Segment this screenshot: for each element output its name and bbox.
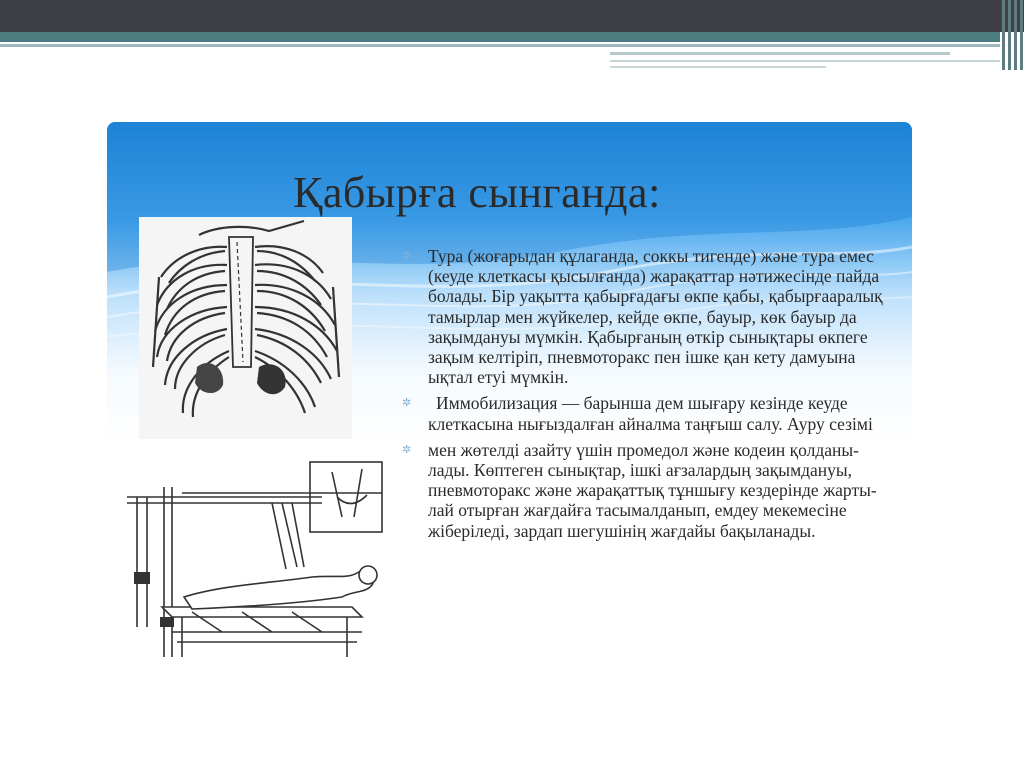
vertical-stripes xyxy=(1002,0,1024,70)
slide-title: Қабырға сынганда: xyxy=(293,168,661,217)
top-divider-line xyxy=(610,52,950,55)
star-bullet-icon: ✲ xyxy=(402,397,412,410)
top-dark-bar xyxy=(0,0,1024,32)
bullet-item xyxy=(400,393,896,433)
bullet-item xyxy=(400,246,896,387)
traction-apparatus-illustration xyxy=(122,457,392,662)
bullet-text: Иммобилизация — барынша дем шығару кезінде кеуде клеткасына нығыздалған айналма таңғыш салу. Ауру сезімі xyxy=(428,393,873,434)
bullet-item xyxy=(400,440,896,541)
top-teal-bar xyxy=(0,32,1000,42)
bullet-text: Тура (жоғарыдан құлаганда, соккы тигенде) және тура емес (кеуде клеткасы қысылғанда) жарақаттар нәтижесінде пайда болады. Бір уақытта қабырғадағы өкпе қабы, қабырғааралық тамырлар мен жүйкелер, кейде өкпе, бауыр, көк бауыр да зақымдануы мүмкін. Қабырғаның өткір сынықтары өкпеге зақым келтіріп, пневмоторакс пен ішке қан кету дамуына ықтал етуі мүмкін. xyxy=(428,246,883,388)
bullet-text: мен жөтелді азайту үшін промедол және кодеин қолданы-лады. Көптеген сынықтар, ішкі ағзалардың зақымдануы, пневмоторакс және жарақаттық тұншығу кездерінде жарты-лай отырған жағдайға тасымалданып, емдеу мекемесіне жіберіледі, зардап шегушінің жағдайы бақыланады. xyxy=(428,439,877,541)
top-divider-line xyxy=(610,60,1000,62)
rib-cage-illustration xyxy=(139,217,352,439)
top-divider-line xyxy=(0,44,1000,47)
star-bullet-icon: ✲ xyxy=(402,443,412,456)
top-divider-line xyxy=(610,66,826,68)
body-text xyxy=(400,246,896,547)
star-bullet-icon: ✲ xyxy=(402,250,412,262)
slide xyxy=(107,122,912,662)
